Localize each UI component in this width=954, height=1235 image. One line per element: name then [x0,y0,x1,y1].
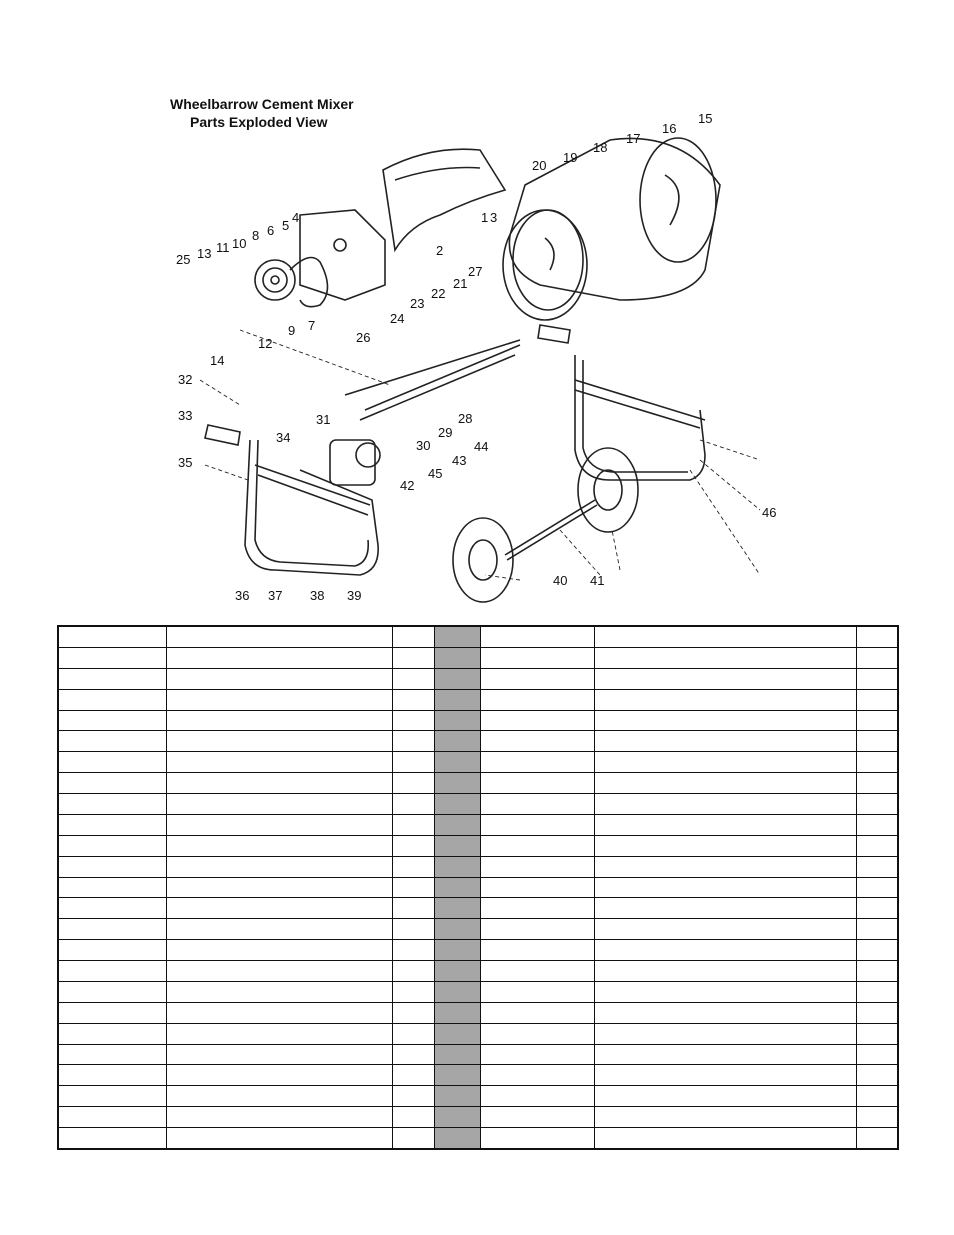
table-cell [58,731,166,752]
callout-label: 22 [431,286,446,301]
table-cell [856,981,898,1002]
table-cell [392,668,434,689]
table-cell [480,919,594,940]
callout-label: 17 [626,131,641,146]
table-cell [166,689,392,710]
callout-label: 9 [288,323,296,338]
table-cell [166,919,392,940]
table-row [58,981,898,1002]
table-cell [480,794,594,815]
callout-label: 24 [390,311,405,326]
callout-label: 14 [210,353,225,368]
table-separator-cell [434,940,480,961]
table-cell [392,689,434,710]
table-cell [856,835,898,856]
table-separator-cell [434,1023,480,1044]
table-cell [594,940,856,961]
table-separator-cell [434,898,480,919]
table-cell [166,835,392,856]
table-cell [392,1044,434,1065]
table-cell [856,1023,898,1044]
table-row [58,898,898,919]
table-cell [480,1065,594,1086]
wheel-right [578,448,638,532]
table-cell [58,1065,166,1086]
table-row [58,731,898,752]
table-separator-cell [434,626,480,647]
callout-label: 38 [310,588,325,603]
table-cell [392,647,434,668]
table-cell [594,856,856,877]
table-cell [392,814,434,835]
table-cell [58,981,166,1002]
table-cell [480,1128,594,1150]
table-cell [166,877,392,898]
table-cell [594,1065,856,1086]
table-row [58,689,898,710]
callout-label: 2 [436,243,444,258]
callout-label: 41 [590,573,605,588]
table-cell [480,731,594,752]
table-cell [392,710,434,731]
table-cell [856,794,898,815]
table-cell [166,752,392,773]
table-separator-cell [434,773,480,794]
table-cell [594,794,856,815]
table-cell [594,961,856,982]
callout-label: 37 [268,588,283,603]
table-cell [58,689,166,710]
callout-label: 36 [235,588,250,603]
table-cell [392,1002,434,1023]
table-cell [594,689,856,710]
table-cell [480,1002,594,1023]
table-cell [856,1128,898,1150]
table-cell [392,1086,434,1107]
callout-label: 21 [453,276,468,291]
table-cell [166,961,392,982]
callout-label: 34 [276,430,291,445]
table-cell [856,898,898,919]
table-row [58,1086,898,1107]
table-cell [166,710,392,731]
table-cell [856,1107,898,1128]
table-cell [594,1128,856,1150]
callout-label: 10 [232,236,247,251]
table-separator-cell [434,794,480,815]
table-cell [392,1065,434,1086]
table-cell [392,919,434,940]
motor [330,440,375,485]
table-cell [594,981,856,1002]
table-cell [856,919,898,940]
table-cell [480,668,594,689]
table-cell [392,1023,434,1044]
table-cell [594,773,856,794]
table-cell [856,626,898,647]
table-row [58,1002,898,1023]
table-cell [594,898,856,919]
table-cell [166,981,392,1002]
table-cell [856,647,898,668]
table-cell [392,877,434,898]
table-row [58,1128,898,1150]
table-separator-cell [434,1044,480,1065]
table-cell [58,1023,166,1044]
table-separator-cell [434,1002,480,1023]
table-cell [166,814,392,835]
table-cell [166,1044,392,1065]
table-cell [392,773,434,794]
table-cell [58,814,166,835]
table-cell [480,814,594,835]
table-separator-cell [434,752,480,773]
table-cell [856,752,898,773]
callout-label: 28 [458,411,473,426]
table-cell [480,835,594,856]
callout-label: 25 [176,252,191,267]
callout-label: 45 [428,466,443,481]
table-cell [166,794,392,815]
table-cell [856,710,898,731]
callout-label: 29 [438,425,453,440]
callout-label: 35 [178,455,193,470]
table-cell [166,668,392,689]
table-cell [392,981,434,1002]
diagram-title-line1: Wheelbarrow Cement Mixer [170,96,354,112]
callout-label: 8 [252,228,260,243]
table-cell [856,731,898,752]
table-cell [166,1002,392,1023]
table-cell [594,710,856,731]
table-cell [594,1044,856,1065]
callout-label: 43 [452,453,467,468]
table-separator-cell [434,689,480,710]
table-row [58,752,898,773]
table-row [58,835,898,856]
table-cell [58,752,166,773]
callout-label: 16 [662,121,677,136]
table-cell [480,877,594,898]
table-cell [58,647,166,668]
table-cell [594,731,856,752]
table-row [58,773,898,794]
callout-label: 3 [490,210,498,225]
callout-label: 12 [258,336,273,351]
callout-label: 39 [347,588,362,603]
callout-label: 11 [216,240,230,255]
table-separator-cell [434,835,480,856]
callout-label: 44 [474,439,489,454]
callout-label: 30 [416,438,431,453]
table-cell [58,940,166,961]
callout-label: 46 [762,505,777,520]
table-cell [856,877,898,898]
table-cell [856,689,898,710]
table-separator-cell [434,919,480,940]
table-row [58,856,898,877]
table-cell [480,689,594,710]
table-cell [480,898,594,919]
callout-label: 20 [532,158,547,173]
table-separator-cell [434,1128,480,1150]
table-cell [856,856,898,877]
table-cell [392,731,434,752]
table-row [58,1065,898,1086]
table-cell [58,626,166,647]
table-cell [58,919,166,940]
diagram-title-line2: Parts Exploded View [190,114,328,130]
table-separator-cell [434,710,480,731]
table-cell [392,961,434,982]
callout-label: 32 [178,372,193,387]
table-cell [856,940,898,961]
parts-list-table [57,625,899,1150]
table-cell [480,1086,594,1107]
table-row [58,1023,898,1044]
table-cell [58,773,166,794]
table-cell [856,1044,898,1065]
table-cell [480,940,594,961]
table-cell [166,773,392,794]
table-row [58,919,898,940]
table-cell [58,1044,166,1065]
table-cell [392,898,434,919]
table-cell [480,647,594,668]
table-cell [166,940,392,961]
table-cell [166,1065,392,1086]
table-cell [58,710,166,731]
table-cell [594,1023,856,1044]
table-cell [594,814,856,835]
left-handle-frame [245,440,378,575]
table-cell [594,647,856,668]
table-row [58,940,898,961]
parts-table-body [58,626,898,1149]
table-row [58,1044,898,1065]
table-cell [166,731,392,752]
table-cell [480,752,594,773]
table-cell [58,877,166,898]
table-row [58,877,898,898]
table-separator-cell [434,877,480,898]
table-cell [58,668,166,689]
table-cell [480,1044,594,1065]
table-separator-cell [434,647,480,668]
table-separator-cell [434,1065,480,1086]
table-row [58,626,898,647]
table-cell [856,961,898,982]
table-cell [594,752,856,773]
table-cell [480,773,594,794]
callout-labels [176,111,776,603]
callout-label: 33 [178,408,193,423]
table-separator-cell [434,814,480,835]
wheel-left [453,518,513,602]
left-grip [205,425,240,445]
table-cell [392,1128,434,1150]
table-cell [392,856,434,877]
table-cell [58,961,166,982]
table-cell [856,814,898,835]
callout-label: 4 [292,210,300,225]
table-cell [480,1107,594,1128]
frame-rail [365,345,520,410]
table-cell [594,877,856,898]
table-separator-cell [434,731,480,752]
callout-label: 19 [563,150,578,165]
table-cell [58,1086,166,1107]
table-cell [58,898,166,919]
table-row [58,668,898,689]
table-row [58,710,898,731]
right-handle-frame [575,355,705,480]
table-cell [58,1002,166,1023]
table-cell [166,1107,392,1128]
table-cell [856,773,898,794]
table-row [58,814,898,835]
table-separator-cell [434,668,480,689]
table-cell [594,1002,856,1023]
table-cell [594,668,856,689]
table-cell [166,626,392,647]
table-cell [166,1128,392,1150]
table-cell [392,626,434,647]
table-cell [58,1107,166,1128]
table-cell [480,626,594,647]
drum-guard [383,149,505,250]
table-separator-cell [434,961,480,982]
table-cell [58,835,166,856]
callout-label: 42 [400,478,415,493]
table-cell [594,919,856,940]
callout-label: 6 [267,223,275,238]
table-cell [166,1086,392,1107]
table-cell [392,752,434,773]
table-cell [58,794,166,815]
table-cell [480,961,594,982]
table-cell [856,668,898,689]
mixer-drawing [0,0,954,610]
callout-label: 7 [308,318,316,333]
table-cell [166,1023,392,1044]
table-cell [58,856,166,877]
table-cell [480,856,594,877]
table-cell [480,981,594,1002]
table-row [58,794,898,815]
table-separator-cell [434,1107,480,1128]
callout-label: 27 [468,264,483,279]
table-cell [594,1107,856,1128]
pulley-cover [300,210,385,300]
table-cell [856,1086,898,1107]
table-separator-cell [434,856,480,877]
callout-label: 23 [410,296,425,311]
exploded-view-diagram [0,0,954,610]
table-cell [392,794,434,815]
table-cell [166,898,392,919]
table-cell [594,835,856,856]
table-cell [392,835,434,856]
table-cell [856,1065,898,1086]
table-cell [166,647,392,668]
callout-label: 18 [593,140,608,155]
table-cell [856,1002,898,1023]
large-pulley [255,260,295,300]
table-cell [480,1023,594,1044]
callout-label: 1 [481,210,489,225]
callout-label: 13 [197,246,212,261]
callout-label: 5 [282,218,290,233]
table-cell [594,626,856,647]
table-cell [58,1128,166,1150]
callout-label: 15 [698,111,713,126]
table-cell [392,1107,434,1128]
right-grip [538,325,570,343]
table-cell [480,710,594,731]
table-cell [166,856,392,877]
table-row [58,1107,898,1128]
callout-label: 26 [356,330,371,345]
callout-label: 40 [553,573,568,588]
table-row [58,961,898,982]
table-separator-cell [434,981,480,1002]
table-cell [594,1086,856,1107]
table-cell [392,940,434,961]
table-row [58,647,898,668]
callout-label: 31 [316,412,331,427]
table-separator-cell [434,1086,480,1107]
